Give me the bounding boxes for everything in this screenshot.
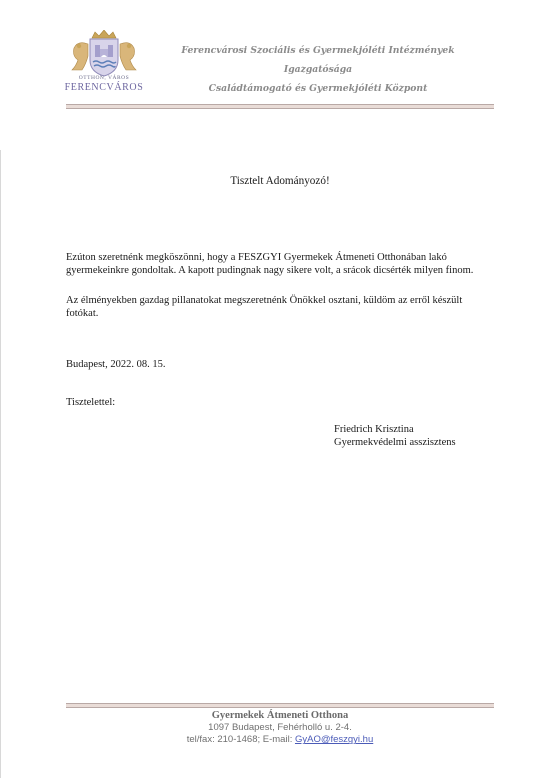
logo-caption-big: FERENCVÁROS <box>64 82 144 93</box>
body-paragraph-2: Az élményekben gazdag pillanatokat megszeretnénk Önökkel osztani, küldöm az erről készült fotókat. <box>66 295 463 319</box>
footer-email-link[interactable]: GyAO@feszgyi.hu <box>294 734 374 746</box>
footer-address: 1097 Budapest, Fehérholló u. 2-4. <box>208 722 352 734</box>
letter-date: Budapest, 2022. 08. 15. <box>66 359 166 370</box>
footer <box>0 710 560 747</box>
organization-header <box>176 41 460 98</box>
logo-caption-small: OTTHON, VÁROS <box>78 75 130 81</box>
signer-title: Gyermekvédelmi asszisztens <box>334 437 456 448</box>
footer-phone: tel/fax: 210-1468; E-mail: <box>186 734 295 746</box>
org-line-1: Ferencvárosi Szociális és Gyermekjóléti Intézmények <box>181 45 455 56</box>
org-line-3: Családtámogató és Gyermekjóléti Központ <box>208 83 428 94</box>
footer-contact <box>0 734 560 746</box>
header-divider <box>66 104 494 109</box>
page-edge <box>0 150 1 778</box>
footer-divider <box>66 703 494 708</box>
signer-name: Friedrich Krisztina <box>334 424 414 435</box>
salutation: Tisztelt Adományozó! <box>230 175 330 187</box>
org-line-2: Igazgatósága <box>283 64 353 75</box>
body-paragraph-1: Ezúton szeretnénk megköszönni, hogy a FESZGYI Gyermekek Átmeneti Otthonában lakó gyermekeinkre gondoltak. A kapott pudingnak nagy sikere volt, a srácok dicsérték milyen finom. <box>66 252 474 276</box>
footer-org-name: Gyermekek Átmeneti Otthona <box>211 710 349 721</box>
closing: Tisztelettel: <box>66 397 116 408</box>
